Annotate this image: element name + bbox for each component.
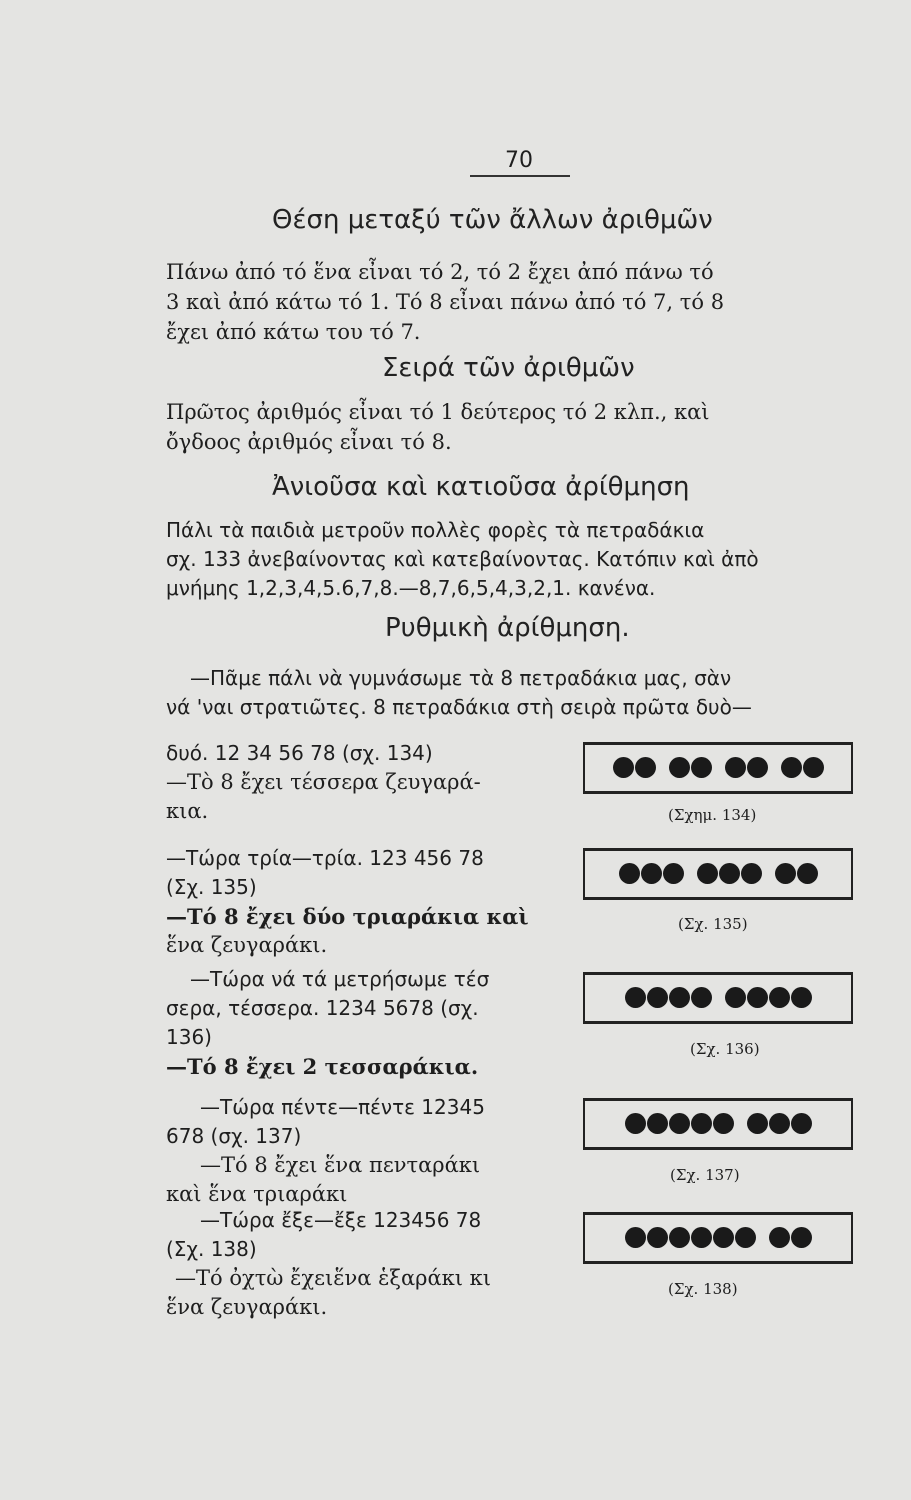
pebble-dot [735, 1227, 756, 1248]
text-line: 3 καὶ ἀπό κάτω τό 1. Τό 8 εἶναι πάνω ἀπό τό 7, τό 8 [166, 290, 725, 314]
pebble-dot [641, 863, 662, 884]
figure-caption: (Σχ. 138) [668, 1280, 738, 1298]
pebble-dots [585, 863, 851, 884]
text-line: —Τό ὀχτὼ ἔχειἕνα ἑξαράκι κι [175, 1266, 492, 1290]
pebble-dot [791, 1227, 812, 1248]
pebble-dot [713, 1227, 734, 1248]
pebble-dot [635, 757, 656, 778]
text-line: νά 'ναι στρατιῶτες. 8 πετραδάκια στὴ σειρὰ πρῶτα δυὸ— [166, 695, 752, 719]
pebble-dot [691, 1113, 712, 1134]
text-line: —Τὸ 8 ἔχει τέσσερα ζευγαρά- [166, 770, 481, 794]
pebble-dot [791, 1113, 812, 1134]
pebble-dot [647, 1227, 668, 1248]
text-line: καὶ ἕνα τριαράκι [166, 1182, 348, 1206]
text-line: μνήμης 1,2,3,4,5.6,7,8.—8,7,6,5,4,3,2,1. κανένα. [166, 576, 656, 600]
pebble-dot [769, 987, 790, 1008]
pebble-dot [713, 1113, 734, 1134]
text-line: κια. [166, 799, 209, 823]
pebble-dots [585, 1227, 851, 1248]
pebble-dot [781, 757, 802, 778]
figure-caption: (Σχ. 136) [690, 1040, 760, 1058]
pebble-dot [775, 863, 796, 884]
text-line: ὄγδοος ἀριθμός εἶναι τό 8. [166, 430, 452, 454]
pebble-dot [769, 1113, 790, 1134]
figure-136-frame [583, 972, 853, 1024]
figure-138-frame [583, 1212, 853, 1264]
pebble-dot [625, 1113, 646, 1134]
pebble-dot [669, 1227, 690, 1248]
pebble-dot [625, 1227, 646, 1248]
text-line: —Τώρα τρία—τρία. 123 456 78 [166, 846, 484, 870]
pebble-dot [691, 987, 712, 1008]
pebble-dot [797, 863, 818, 884]
pebble-dot [647, 987, 668, 1008]
text-line: ἔχει ἀπό κάτω του τό 7. [166, 320, 421, 344]
pebble-dot [697, 863, 718, 884]
pebble-dot [803, 757, 824, 778]
text-line: 678 (σχ. 137) [166, 1124, 302, 1148]
figure-137-frame [583, 1098, 853, 1150]
pebble-dot [669, 987, 690, 1008]
pebble-dots [585, 1113, 851, 1134]
text-line: σχ. 133 ἀνεβαίνοντας καὶ κατεβαίνοντας. Κατόπιν καὶ ἀπὸ [166, 547, 759, 571]
pebble-dot [725, 757, 746, 778]
pebble-dot [747, 757, 768, 778]
pebble-dot [747, 987, 768, 1008]
pebble-dot [719, 863, 740, 884]
page-number: 70 [505, 148, 533, 173]
pebble-dot [625, 987, 646, 1008]
heading-position: Θέση μεταξύ τῶν ἄλλων ἀριθμῶν [272, 205, 713, 235]
heading-sequence: Σειρά τῶν ἀριθμῶν [382, 353, 635, 383]
text-line: (Σχ. 138) [166, 1237, 257, 1261]
page-number-rule [470, 175, 570, 177]
pebble-dot [663, 863, 684, 884]
figure-caption: (Σχημ. 134) [668, 806, 757, 824]
figure-134-frame [583, 742, 853, 794]
text-line: 136) [166, 1025, 212, 1049]
text-line: —Τό 8 ἔχει 2 τεσσαράκια. [166, 1054, 479, 1079]
pebble-dot [691, 757, 712, 778]
text-line: Πάνω ἀπό τό ἕνα εἶναι τό 2, τό 2 ἔχει ἀπό πάνω τό [166, 260, 714, 284]
text-line: —Τώρα πέντε—πέντε 12345 [200, 1095, 485, 1119]
text-line: (Σχ. 135) [166, 875, 257, 899]
text-line: σερα, τέσσερα. 1234 5678 (σχ. [166, 996, 479, 1020]
text-line: —Τώρα νά τά μετρήσωμε τέσ [190, 967, 490, 991]
heading-counting: Ἀνιοῦσα καὶ κατιοῦσα ἀρίθμηση [272, 472, 690, 502]
heading-rhythmic: Ρυθμικὴ ἀρίθμηση. [385, 613, 630, 643]
pebble-dots [585, 757, 851, 778]
pebble-dot [741, 863, 762, 884]
text-line: —Πᾶμε πάλι νὰ γυμνάσωμε τὰ 8 πετραδάκια μας, σὰν [190, 666, 732, 690]
text-line: ἕνα ζευγαράκι. [166, 1295, 328, 1319]
pebble-dot [669, 1113, 690, 1134]
pebble-dot [791, 987, 812, 1008]
pebble-dot [725, 987, 746, 1008]
pebble-dot [613, 757, 634, 778]
text-line: Πάλι τὰ παιδιὰ μετροῦν πολλὲς φορὲς τὰ πετραδάκια [166, 518, 705, 542]
figure-caption: (Σχ. 137) [670, 1166, 740, 1184]
text-line: Πρῶτος ἀριθμός εἶναι τό 1 δεύτερος τό 2 κλπ., καὶ [166, 400, 710, 424]
text-line: δυό. 12 34 56 78 (σχ. 134) [166, 741, 433, 765]
pebble-dot [647, 1113, 668, 1134]
text-line: —Τό 8 ἔχει δύο τριαράκια καὶ [166, 904, 529, 929]
pebble-dots [585, 987, 851, 1008]
text-line: —Τό 8 ἔχει ἕνα πενταράκι [200, 1153, 481, 1177]
pebble-dot [691, 1227, 712, 1248]
text-line: —Τώρα ἔξε—ἔξε 123456 78 [200, 1208, 482, 1232]
pebble-dot [619, 863, 640, 884]
pebble-dot [747, 1113, 768, 1134]
figure-135-frame [583, 848, 853, 900]
pebble-dot [769, 1227, 790, 1248]
text-line: ἕνα ζευγαράκι. [166, 933, 328, 957]
pebble-dot [669, 757, 690, 778]
figure-caption: (Σχ. 135) [678, 915, 748, 933]
